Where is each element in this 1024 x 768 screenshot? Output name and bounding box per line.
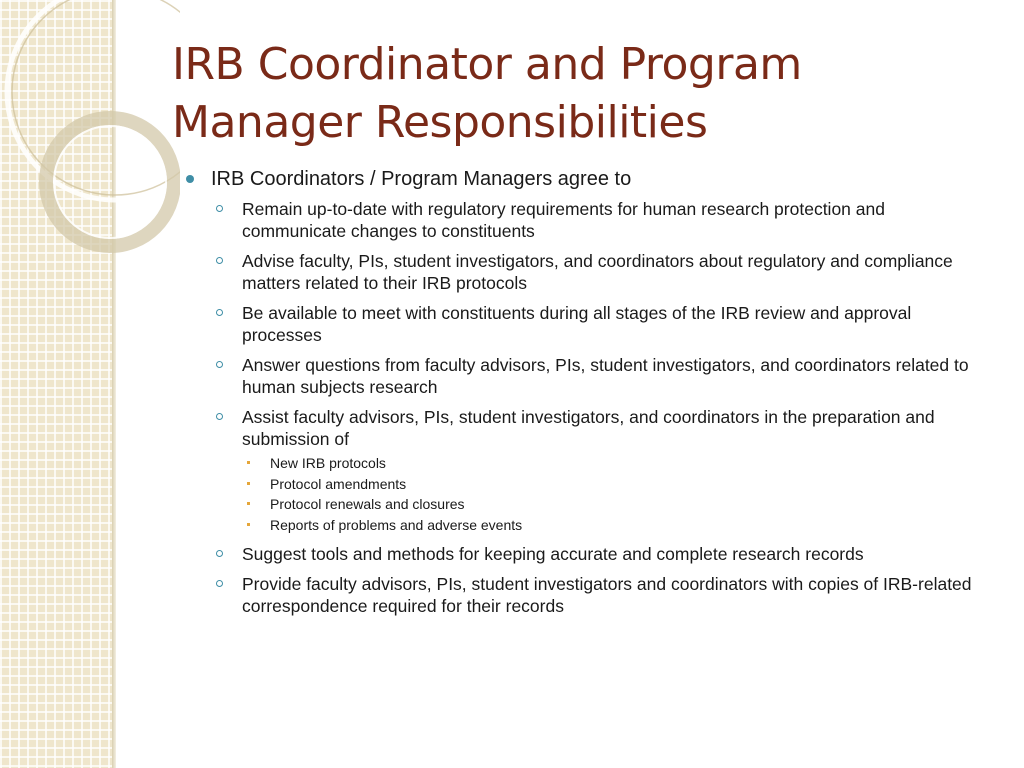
sub-item: [186, 453, 991, 474]
sub-item-text: Protocol amendments: [270, 475, 407, 492]
responsibility-item: [186, 543, 991, 565]
responsibility-item: [186, 354, 991, 398]
decorative-circles: [0, 0, 180, 300]
item-text: Be available to meet with constituents during all stages of the IRB review and approval processes: [242, 303, 912, 345]
responsibility-item: [186, 250, 991, 294]
sub-item: [186, 494, 991, 515]
responsibility-item: [186, 302, 991, 346]
circle-bullet-icon: [216, 309, 223, 316]
responsibility-item: [186, 198, 991, 242]
slide-body: [186, 166, 991, 625]
sub-item-text: Reports of problems and adverse events: [270, 516, 523, 533]
bullet-dot-icon: [186, 175, 194, 183]
item-text: Provide faculty advisors, PIs, student investigators and coordinators with copies of IRB-related correspondence required for their records: [242, 574, 972, 616]
square-bullet-icon: [247, 461, 250, 464]
item-text: Assist faculty advisors, PIs, student investigators, and coordinators in the preparation and submission of: [242, 407, 935, 449]
item-text: Remain up-to-date with regulatory requirements for human research protection and communicate changes to constituents: [242, 199, 885, 241]
item-text: Answer questions from faculty advisors, PIs, student investigators, and coordinators related to human subjects research: [242, 355, 969, 397]
circle-bullet-icon: [216, 257, 223, 264]
bullet-text: IRB Coordinators / Program Managers agree to: [211, 168, 632, 190]
sub-item: [186, 515, 991, 536]
bullet-intro: [186, 166, 991, 192]
sub-item-text: Protocol renewals and closures: [270, 496, 465, 512]
circle-bullet-icon: [216, 580, 223, 587]
square-bullet-icon: [247, 523, 250, 526]
item-text: Advise faculty, PIs, student investigators, and coordinators about regulatory and compliance matters related to their IRB protocols: [242, 251, 953, 293]
responsibility-item: [186, 406, 991, 450]
square-bullet-icon: [247, 502, 250, 505]
circle-bullet-icon: [216, 205, 223, 212]
sub-item: [186, 474, 991, 495]
circle-bullet-icon: [216, 413, 223, 420]
slide-title: IRB Coordinator and Program Manager Responsibilities: [172, 39, 802, 148]
item-text: Suggest tools and methods for keeping accurate and complete research records: [242, 544, 864, 564]
sub-item-text: New IRB protocols: [270, 455, 386, 471]
circle-bullet-icon: [216, 550, 223, 557]
responsibility-item: [186, 573, 991, 617]
circle-bullet-icon: [216, 361, 223, 368]
square-bullet-icon: [247, 482, 250, 485]
